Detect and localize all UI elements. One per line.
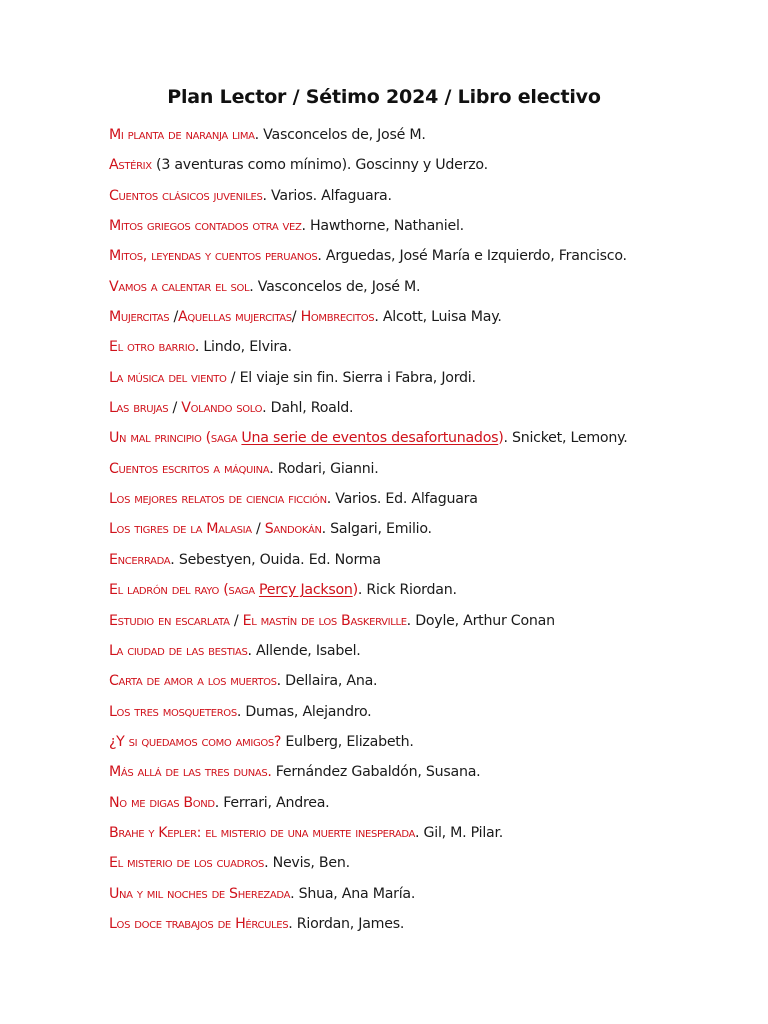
book-author: . Shua, Ana María. (290, 885, 416, 902)
title-separator: / (291, 309, 301, 326)
list-item (109, 762, 749, 792)
list-item (109, 125, 749, 155)
list-item (109, 368, 749, 398)
book-title: Mitos griegos contados otra vez (109, 218, 302, 235)
book-title: Una y mil noches de Sherezada (109, 885, 291, 902)
book-author: . Riordan, James. (288, 915, 405, 932)
book-title: ¿Y si quedamos como amigos? (109, 733, 282, 750)
list-item (109, 853, 749, 883)
book-author: . Rodari, Gianni. (269, 460, 379, 477)
book-author: . Vasconcelos de, José M. (249, 278, 421, 295)
book-title: No me digas Bond (109, 794, 215, 811)
book-author: . Rick Riordan. (357, 582, 457, 599)
book-author: . Dahl, Roald. (262, 400, 354, 417)
list-item (109, 216, 749, 246)
book-author: . Hawthorne, Nathaniel. (301, 218, 464, 235)
book-title: El misterio de los cuadros (109, 855, 265, 872)
title-separator: / (169, 309, 179, 326)
book-title: Mitos, leyendas y cuentos peruanos (109, 248, 318, 265)
list-item (109, 489, 749, 519)
book-author: . Dumas, Alejandro. (236, 703, 372, 720)
book-title: Las brujas (109, 400, 169, 417)
book-title: Brahe y Kepler: el misterio de una muerte inesperada (109, 824, 415, 841)
book-title: El mastín de los Baskerville (242, 612, 407, 629)
list-item (109, 307, 749, 337)
list-item (109, 519, 749, 549)
title-separator: / (168, 400, 182, 417)
book-author: . Sebestyen, Ouida. Ed. Norma (170, 551, 381, 568)
list-item (109, 277, 749, 307)
list-item (109, 186, 749, 216)
book-title: Volando solo (181, 400, 263, 417)
book-title: Encerrada (109, 551, 171, 568)
book-title: Los mejores relatos de ciencia ficción (109, 491, 327, 508)
list-item (109, 398, 749, 428)
book-author: . Nevis, Ben. (264, 855, 350, 872)
book-title: Mujercitas (109, 309, 170, 326)
book-title: La ciudad de las bestias (109, 642, 248, 659)
list-item (109, 884, 749, 914)
book-title: Estudio en escarlata (109, 612, 230, 629)
list-item (109, 641, 749, 671)
book-author: . Doyle, Arthur Conan (406, 612, 555, 629)
list-item (109, 793, 749, 823)
saga-link[interactable]: Percy Jackson (258, 582, 353, 599)
book-author: . Varios. Ed. Alfaguara (326, 491, 478, 508)
book-author: . Snicket, Lemony. (503, 430, 628, 447)
book-title: Carta de amor a los muertos (109, 673, 277, 690)
book-author: Fernández Gabaldón, Susana. (271, 764, 481, 781)
list-item (109, 550, 749, 580)
book-author: . Alcott, Luisa May. (374, 309, 502, 326)
list-item (109, 823, 749, 853)
book-title: Los doce trabajos de Hércules (109, 915, 289, 932)
book-author: . Dellaira, Ana. (276, 673, 378, 690)
list-item (109, 702, 749, 732)
book-author: / El viaje sin fin. Sierra i Fabra, Jordi. (226, 369, 476, 386)
list-item (109, 246, 749, 276)
book-author: . Salgari, Emilio. (321, 521, 432, 538)
book-author: . Varios. Alfaguara. (262, 187, 392, 204)
book-title: Un mal principio (saga (109, 430, 242, 447)
book-author: . Ferrari, Andrea. (214, 794, 330, 811)
book-title: La música del viento (109, 369, 227, 386)
list-item (109, 914, 749, 944)
book-title: El ladrón del rayo (saga (109, 582, 259, 599)
book-title: Los tigres de la Malasia (109, 521, 252, 538)
list-item (109, 732, 749, 762)
book-title: Cuentos clásicos juveniles (109, 187, 263, 204)
book-author: . Vasconcelos de, José M. (254, 127, 426, 143)
book-author: . Arguedas, José María e Izquierdo, Francisco. (317, 248, 627, 265)
list-item (109, 155, 749, 185)
saga-link[interactable]: Una serie de eventos desafortunados (241, 430, 499, 447)
book-author: . Gil, M. Pilar. (415, 824, 504, 841)
book-author: . Allende, Isabel. (247, 642, 361, 659)
list-item (109, 428, 749, 458)
list-item (109, 337, 749, 367)
book-title: El otro barrio (109, 339, 195, 356)
book-title: Aquellas mujercitas (178, 309, 292, 326)
book-list (109, 125, 749, 944)
title-separator: / (251, 521, 265, 538)
page-title: Plan Lector / Sétimo 2024 / Libro electivo (167, 86, 601, 108)
list-item (109, 580, 749, 610)
book-author: (3 aventuras como mínimo). Goscinny y Uderzo. (151, 157, 488, 174)
book-title: Más allá de las tres dunas. (109, 764, 272, 781)
closing-paren: ) (498, 430, 504, 447)
book-title: Cuentos escritos a máquina (109, 460, 270, 477)
book-title: Astérix (109, 157, 152, 174)
book-title: Sandokán (264, 521, 322, 538)
closing-paren: ) (352, 582, 358, 599)
book-title: Mi planta de naranja lima (109, 127, 255, 143)
list-item (109, 671, 749, 701)
book-title: Los tres mosqueteros (109, 703, 237, 720)
book-title: Vamos a calentar el sol (109, 278, 250, 295)
book-author: . Lindo, Elvira. (194, 339, 292, 356)
list-item (109, 459, 749, 489)
title-separator: / (229, 612, 243, 629)
book-author: Eulberg, Elizabeth. (281, 733, 414, 750)
list-item (109, 611, 749, 641)
book-title: Hombrecitos (300, 309, 375, 326)
